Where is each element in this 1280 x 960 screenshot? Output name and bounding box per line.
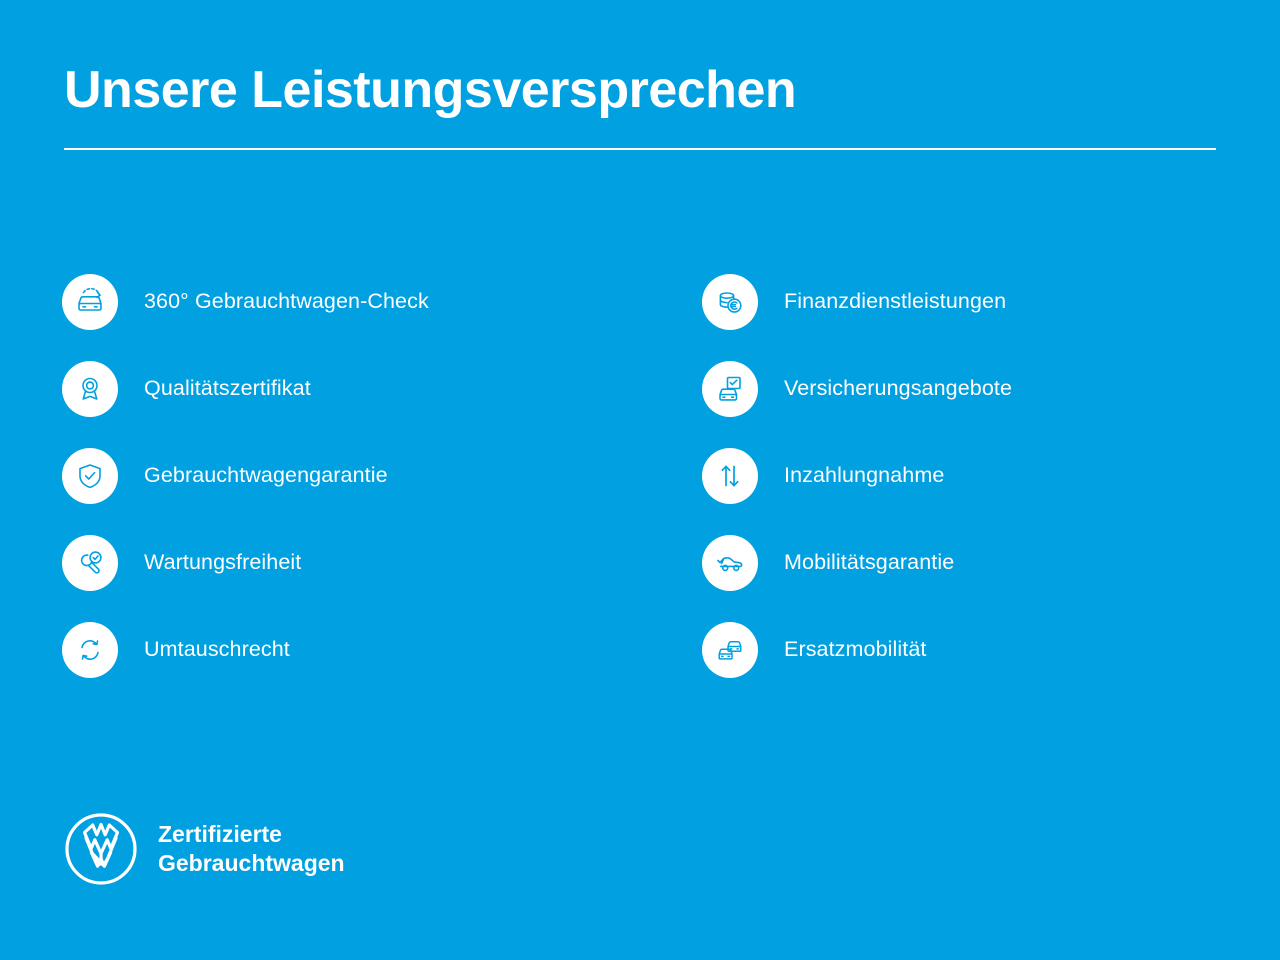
title-divider: [64, 148, 1216, 150]
footer-line-2: Gebrauchtwagen: [158, 850, 345, 876]
list-item: [702, 519, 1280, 606]
list-item: [62, 606, 640, 693]
list-item-label: Gebrauchtwagengarantie: [144, 463, 388, 487]
wrench-check-icon: [62, 535, 118, 591]
car-mobility-check-icon: [702, 535, 758, 591]
list-item-label: Versicherungsangebote: [784, 376, 1013, 400]
shield-check-icon: [62, 448, 118, 504]
two-cars-icon: [702, 622, 758, 678]
list-item: [62, 432, 640, 519]
list-item-label: Wartungsfreiheit: [144, 550, 302, 574]
list-item-label: Qualitätszertifikat: [144, 376, 311, 400]
list-item: [702, 606, 1280, 693]
list-item: [702, 432, 1280, 519]
list-item-label: Finanzdienstleistungen: [784, 289, 1007, 313]
list-item-label: Umtauschrecht: [144, 637, 290, 661]
footer-text: [158, 820, 345, 879]
list-item-label: 360° Gebrauchtwagen-Check: [144, 289, 429, 313]
quality-seal-icon: [62, 361, 118, 417]
list-item: [702, 345, 1280, 432]
up-down-arrows-icon: [702, 448, 758, 504]
promise-column-left: [0, 258, 640, 693]
volkswagen-logo: [64, 812, 138, 886]
car-document-check-icon: [702, 361, 758, 417]
promise-columns: [0, 258, 1280, 693]
coins-euro-icon: [702, 274, 758, 330]
list-item-label: Ersatzmobilität: [784, 637, 927, 661]
footer-line-1: Zertifizierte: [158, 820, 282, 847]
car-check-360-icon: [62, 274, 118, 330]
exchange-arrows-icon: [62, 622, 118, 678]
list-item-label: Inzahlungnahme: [784, 463, 945, 487]
list-item: [62, 345, 640, 432]
list-item: [62, 258, 640, 345]
list-item-label: Mobilitätsgarantie: [784, 550, 955, 574]
page-title: Unsere Leistungsversprechen: [64, 61, 797, 119]
list-item: [702, 258, 1280, 345]
list-item: [62, 519, 640, 606]
promise-column-right: [640, 258, 1280, 693]
footer-branding: [64, 812, 345, 886]
